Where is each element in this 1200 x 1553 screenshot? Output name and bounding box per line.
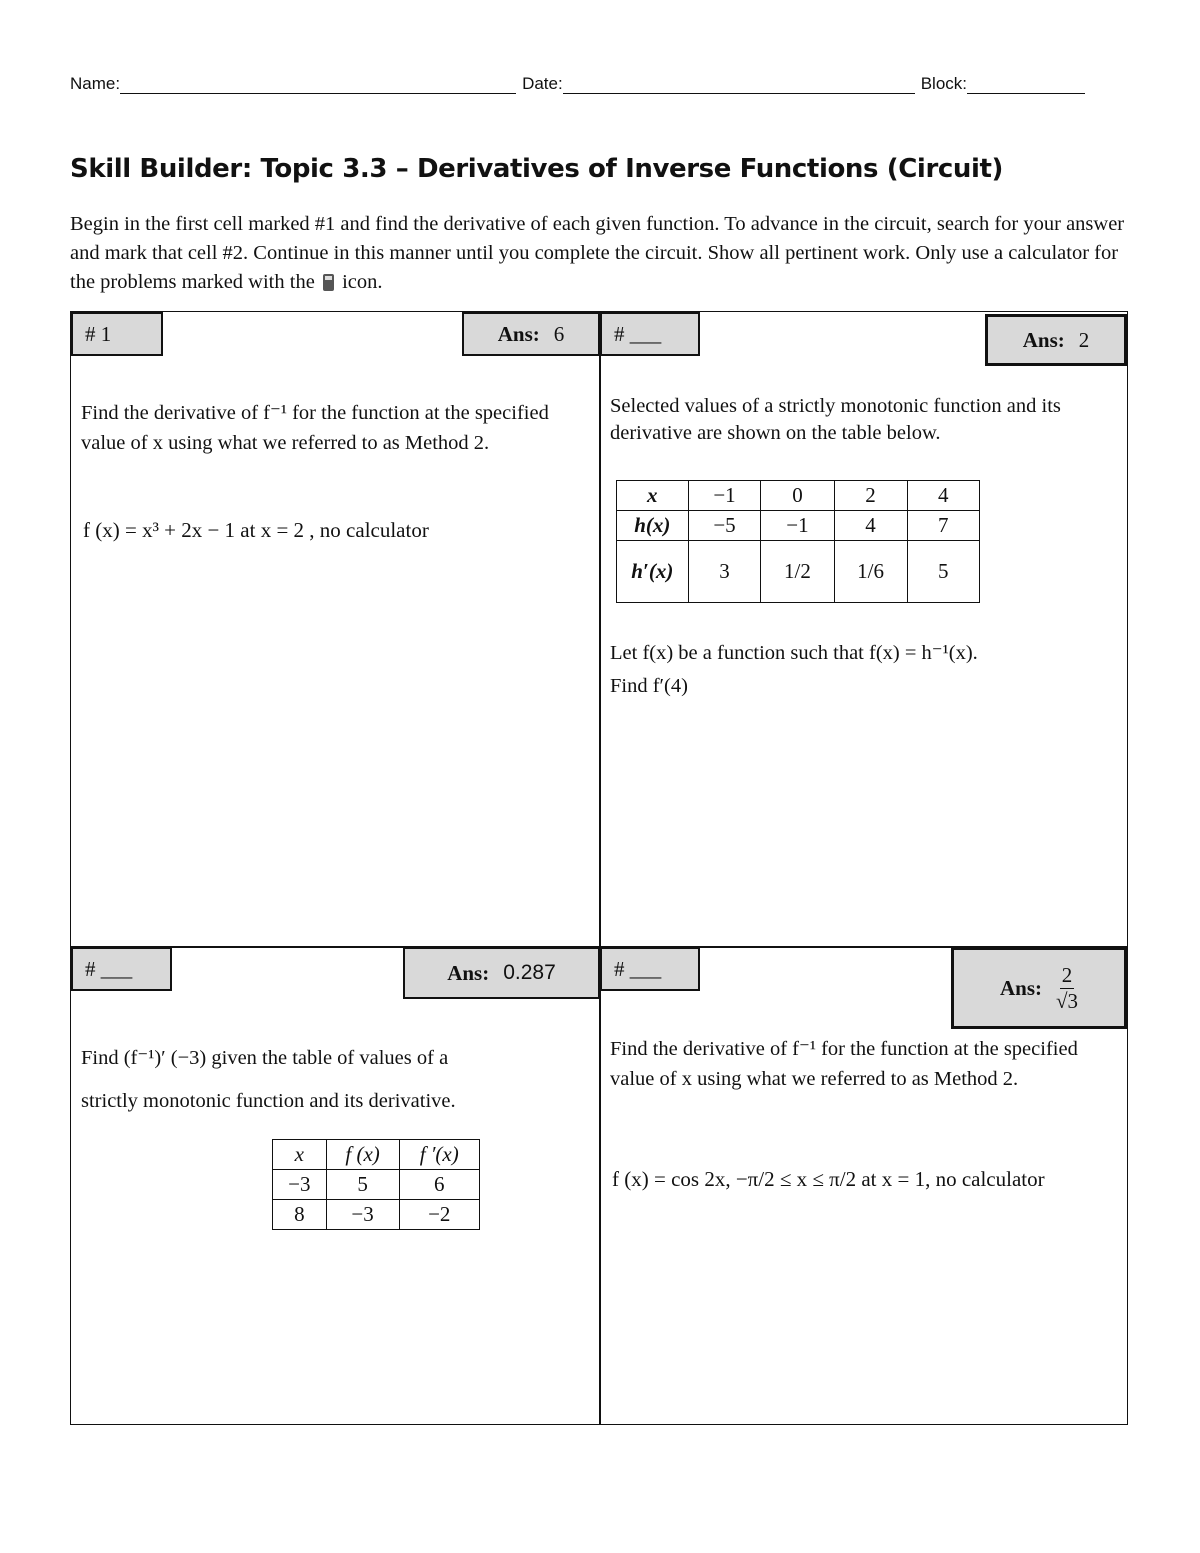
table-cell: −3 <box>273 1170 327 1200</box>
table-header-fprime: f ′(x) <box>399 1140 480 1170</box>
block-label: Block: <box>920 74 968 93</box>
table-cell: 1/2 <box>761 541 834 603</box>
table-cell: 4 <box>907 481 979 511</box>
table-cell: 5 <box>326 1170 399 1200</box>
cell-2-find-line: Find f′(4) <box>610 675 688 697</box>
cell-1-ans-label: Ans: <box>497 321 540 346</box>
name-label: Name: <box>70 74 121 93</box>
table-header-h: h(x) <box>617 511 689 541</box>
cell-1-number: # 1 <box>71 312 163 356</box>
cell-2-ans-label: Ans: <box>1022 327 1065 352</box>
cell-4-equation: f (x) = cos 2x, −π/2 ≤ x ≤ π/2 at x = 1, no calculator <box>612 1167 1045 1191</box>
cell-3-ans-label: Ans: <box>447 960 490 985</box>
cell-2-answer <box>985 314 1127 366</box>
cell-2-let-line: Let f(x) be a function such that f(x) = h⁻¹(x). <box>610 642 978 664</box>
cell-3-prompt-rest: strictly monotonic function and its derivative. <box>81 1090 456 1112</box>
cell-4-ans-fraction <box>1055 962 1079 1013</box>
cell-2-prompt: Selected values of a strictly monotonic function and its derivative are shown on the table below. <box>610 395 1061 444</box>
cell-2-number: # ___ <box>600 312 700 356</box>
cell-1-answer <box>462 312 600 356</box>
cell-2-ans-value: 2 <box>1078 327 1090 352</box>
date-field[interactable] <box>563 75 915 94</box>
cell-1-equation: f (x) = x³ + 2x − 1 at x = 2 , no calculator <box>83 518 429 542</box>
cell-4-ans-denominator: √3 <box>1055 988 1079 1013</box>
table-header-hprime: h′(x) <box>617 541 689 603</box>
date-label: Date: <box>522 74 563 93</box>
table-cell: 1/6 <box>834 541 907 603</box>
grid-divider-vertical <box>599 312 601 1424</box>
table-cell: 7 <box>907 511 979 541</box>
cell-4-ans-numerator: 2 <box>1061 962 1073 987</box>
table-cell: 2 <box>834 481 907 511</box>
cell-3-answer <box>403 947 600 999</box>
table-cell: 4 <box>834 511 907 541</box>
table-cell: 0 <box>761 481 834 511</box>
table-cell: 6 <box>399 1170 480 1200</box>
instructions-text: Begin in the first cell marked #1 and find the derivative of each given function. To advance in the circuit, search for your answer and mark that cell #2. Continue in this manner until you complete the circuit. Show all pertinent work. Only use a calculator for the problems marked with the <box>70 213 1125 293</box>
cell-3-number: # ___ <box>71 947 172 991</box>
cell-1-ans-value: 6 <box>553 321 565 346</box>
instructions <box>70 210 1130 297</box>
table-cell: −3 <box>326 1200 399 1230</box>
cell-3-ans-value: 0.287 <box>503 961 556 984</box>
cell-4-ans-label: Ans: <box>999 975 1042 1000</box>
table-header-x: x <box>273 1140 327 1170</box>
student-info-header <box>70 74 1110 94</box>
f-values-table <box>272 1139 480 1230</box>
calculator-icon <box>323 274 334 291</box>
cell-4-answer <box>951 947 1127 1029</box>
cell-4-prompt: Find the derivative of f⁻¹ for the function at the specified value of x using what we referred to as Method 2. <box>610 1038 1078 1090</box>
table-cell: −2 <box>399 1200 480 1230</box>
block-field[interactable] <box>967 75 1085 94</box>
table-header-f: f (x) <box>326 1140 399 1170</box>
cell-3-prompt-find: Find (f⁻¹)′ (−3) given the table of values of a <box>81 1047 449 1069</box>
table-cell: −1 <box>761 511 834 541</box>
table-cell: −5 <box>688 511 761 541</box>
page-title: Skill Builder: Topic 3.3 – Derivatives of Inverse Functions (Circuit) <box>70 154 1004 184</box>
circuit-grid <box>70 311 1128 1425</box>
table-cell: 5 <box>907 541 979 603</box>
table-cell: 8 <box>273 1200 327 1230</box>
table-cell: 3 <box>688 541 761 603</box>
name-field[interactable] <box>120 75 516 94</box>
cell-1-prompt: Find the derivative of f⁻¹ for the function at the specified value of x using what we referred to as Method 2. <box>81 402 549 454</box>
cell-4-number: # ___ <box>600 947 700 991</box>
instructions-icon-suffix: icon. <box>342 271 383 293</box>
table-header-x: x <box>617 481 689 511</box>
h-values-table <box>616 480 980 603</box>
table-cell: −1 <box>688 481 761 511</box>
